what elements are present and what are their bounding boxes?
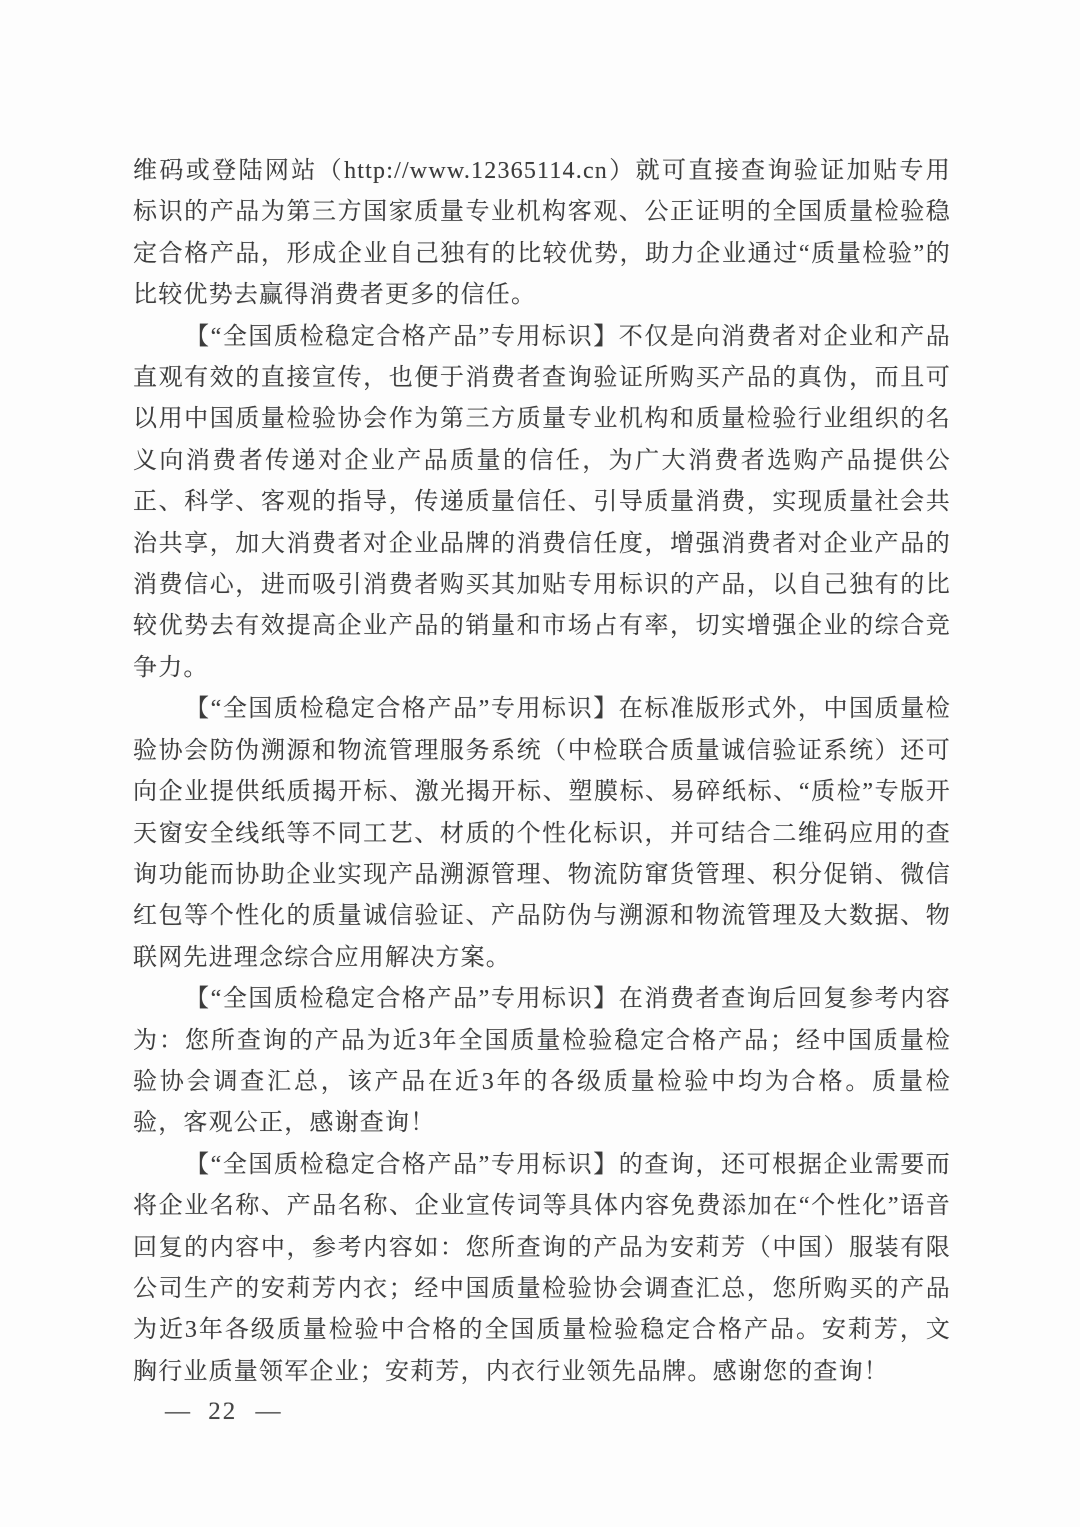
paragraph-query-reply: 【“全国质检稳定合格产品”专用标识】在消费者查询后回复参考内容为：您所查询的产品为近3年全国质量检验稳定合格产品；经中国质量检验协会调查汇总，该产品在近3年的各级质量检验中均为合格。质量检验，客观公正，感谢查询！ (133, 986, 951, 1137)
paragraph-special-label-promotion: 【“全国质检稳定合格产品”专用标识】不仅是向消费者对企业和产品直观有效的直接宣传，也便于消费者查询验证所购买产品的真伪，而且可以用中国质量检验协会作为第三方质量专业机构和质量检验行业组织的名义向消费者传递对企业产品质量的信任，为广大消费者选购产品提供公正、科学、客观的指导，传递质量信任、引导质量消费，实现质量社会共治共享，加大消费者对企业品牌的消费信任度，增强消费者对企业产品的消费信心，进而吸引消费者购买其加贴专用标识的产品，以自己独有的比较优势去有效提高企业产品的销量和市场占有率，切实增强企业的综合竞争力。 (133, 323, 951, 681)
page-number: 22 (208, 1398, 238, 1425)
paragraph-continuation: 维码或登陆网站（http://www.12365114.cn）就可直接查询验证加贴专用标识的产品为第三方国家质量专业机构客观、公正证明的全国质量检验稳定合格产品，形成企业自己独有的比较优势，助力企业通过“质量检验”的比较优势去赢得消费者更多的信任。 (133, 158, 951, 309)
footer-left-dash: — (165, 1398, 190, 1425)
paragraph-personalized-reply: 【“全国质检稳定合格产品”专用标识】的查询，还可根据企业需要而将企业名称、产品名称、企业宣传词等具体内容免费添加在“个性化”语音回复的内容中，参考内容如：您所查询的产品为安莉芳（中国）服装有限公司生产的安莉芳内衣；经中国质量检验协会调查汇总，您所购买的产品为近3年各级质量检验中合格的全国质量检验稳定合格产品。安莉芳，文胸行业质量领军企业；安莉芳，内衣行业领先品牌。感谢您的查询！ (133, 1151, 951, 1385)
footer-right-dash: — (255, 1398, 281, 1425)
page-footer (165, 1398, 281, 1426)
text-block (133, 151, 951, 1393)
paragraph-label-formats: 【“全国质检稳定合格产品”专用标识】在标准版形式外，中国质量检验协会防伪溯源和物流管理服务系统（中检联合质量诚信验证系统）还可向企业提供纸质揭开标、激光揭开标、塑膜标、易碎纸标、“质检”专版开天窗安全线纸等不同工艺、材质的个性化标识，并可结合二维码应用的查询功能而协助企业实现产品溯源管理、物流防窜货管理、积分促销、微信红包等个性化的质量诚信验证、产品防伪与溯源和物流管理及大数据、物联网先进理念综合应用解决方案。 (133, 696, 951, 971)
